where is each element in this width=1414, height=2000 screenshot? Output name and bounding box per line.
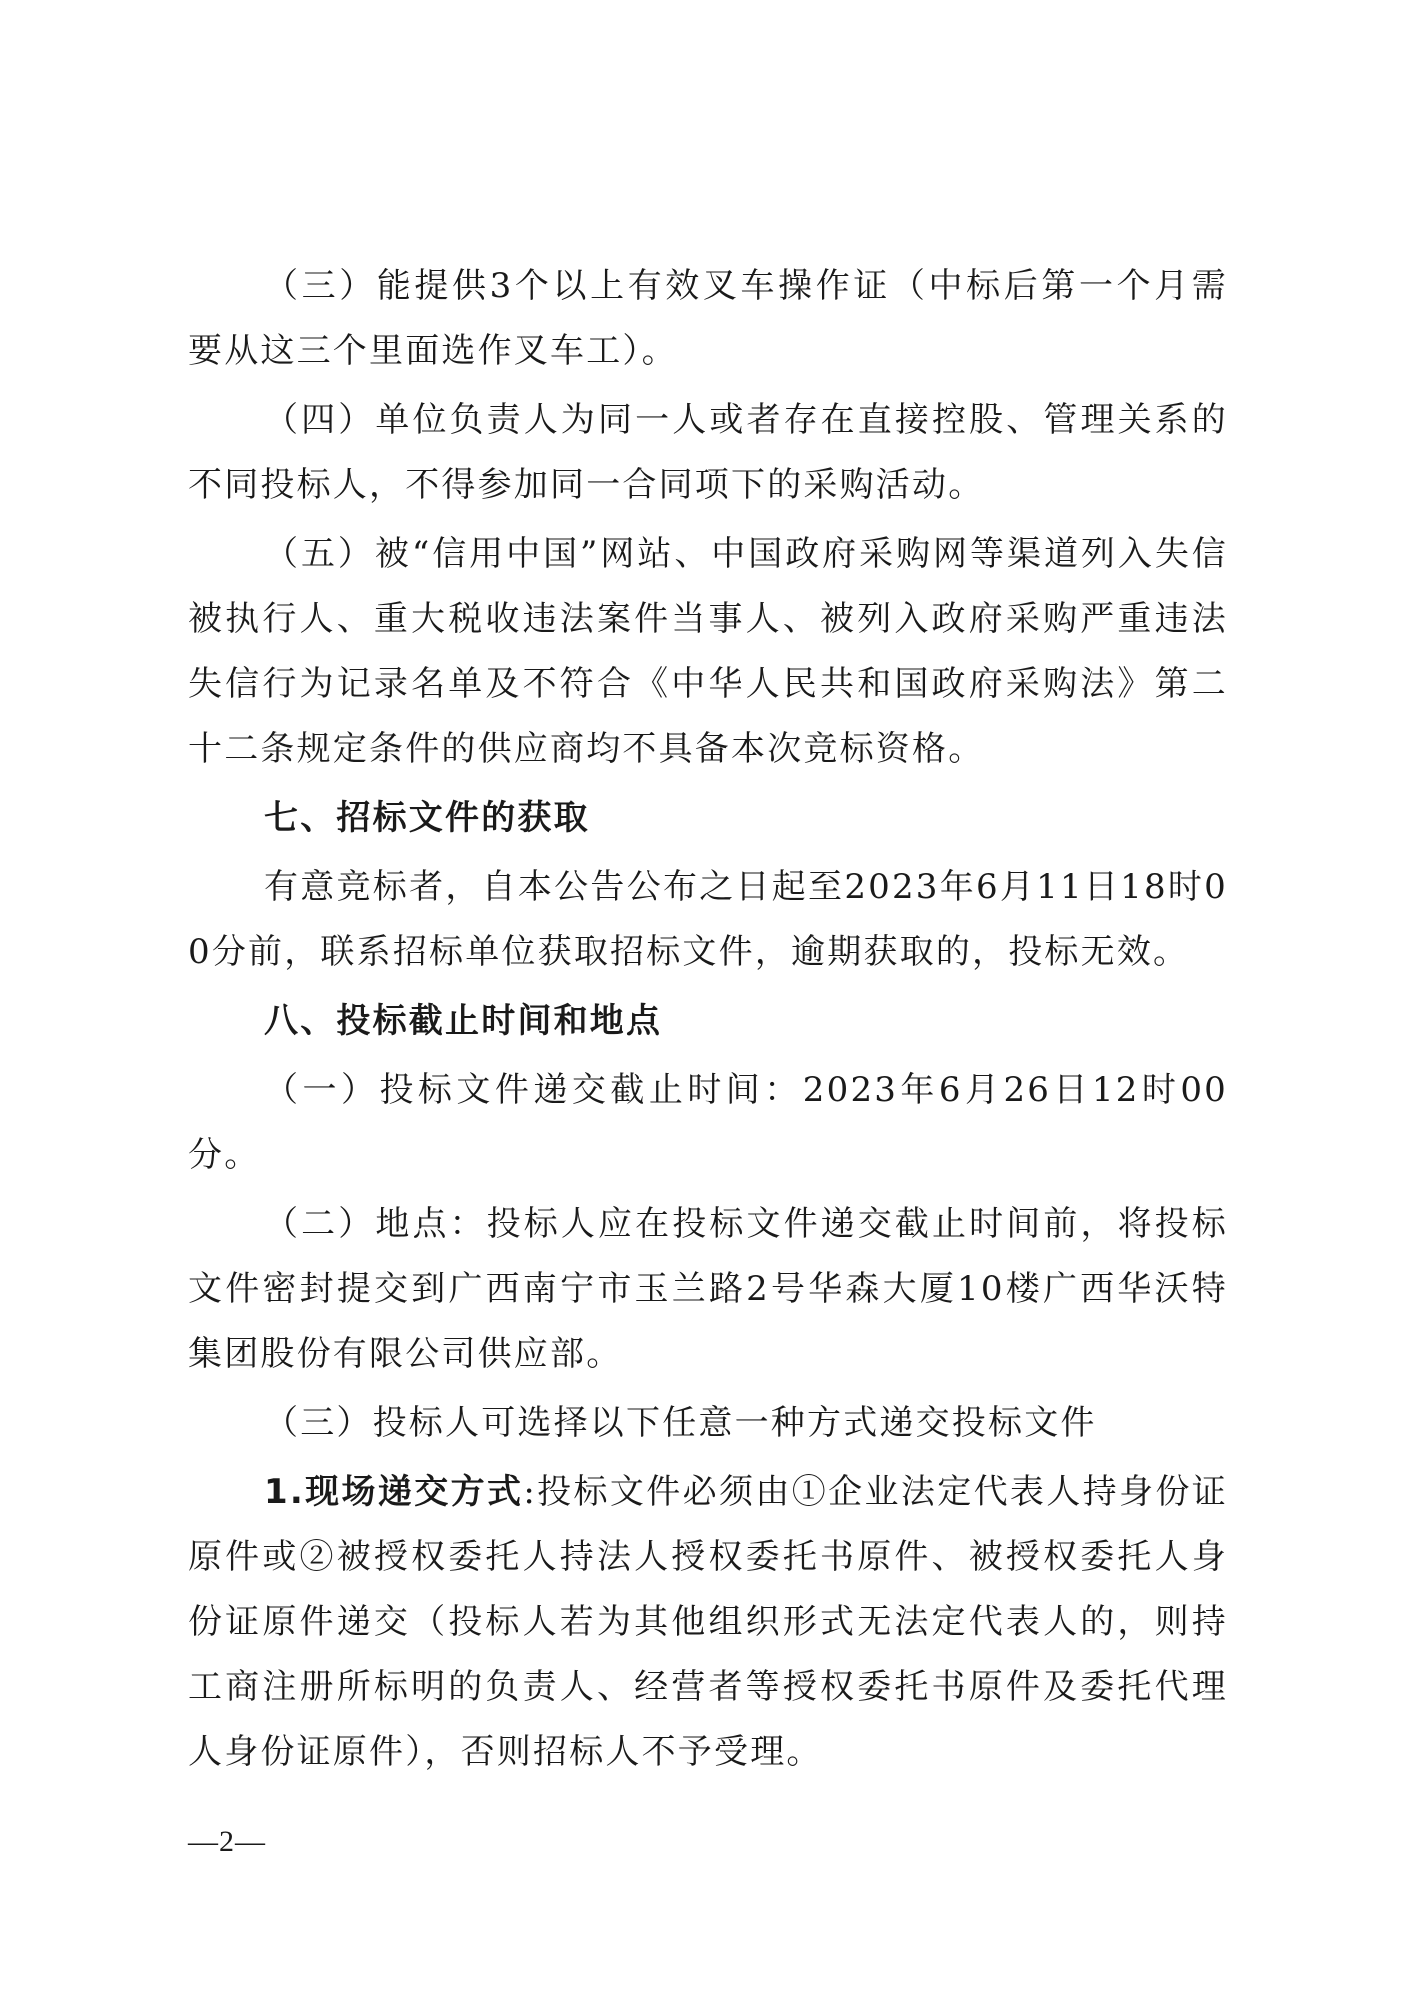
page-number: —2— (188, 1825, 266, 1858)
paragraph-submission-methods: （三）投标人可选择以下任意一种方式递交投标文件 (264, 1403, 1097, 1443)
paragraph-obtain-documents: 有意竞标者，自本公告公布之日起至2023年6月11日18时00分前，联系招标单位获取招标文件，逾期获取的，投标无效。 (188, 867, 1228, 972)
onsite-submission-text: :投标文件必须由①企业法定代表人持身份证原件或②被授权委托人持法人授权委托书原件、被授权委托人身份证原件递交（投标人若为其他组织形式无法定代表人的，则持工商注册所标明的负责人、经营者等授权委托书原件及委托代理人身份证原件），否则招标人不予受理。 (188, 1472, 1228, 1772)
onsite-submission-lead: 1.现场递交方式 (264, 1472, 524, 1512)
paragraph-onsite-submission (188, 1460, 1228, 1785)
paragraph-deadline: （一）投标文件递交截止时间：2023年6月26日12时00分。 (188, 1070, 1228, 1175)
paragraph-item-3: （三）能提供3个以上有效叉车操作证（中标后第一个月需要从这三个里面选作叉车工）。 (188, 266, 1228, 371)
paragraph-location: （二）地点：投标人应在投标文件递交截止时间前，将投标文件密封提交到广西南宁市玉兰路2号华森大厦10楼广西华沃特集团股份有限公司供应部。 (188, 1204, 1228, 1374)
section-heading-7: 七、招标文件的获取 (264, 798, 590, 838)
paragraph-item-5: （五）被“信用中国”网站、中国政府采购网等渠道列入失信被执行人、重大税收违法案件当事人、被列入政府采购严重违法失信行为记录名单及不符合《中华人民共和国政府采购法》第二十二条规定条件的供应商均不具备本次竞标资格。 (188, 534, 1228, 769)
document-body (188, 254, 1228, 1789)
section-heading-8: 八、投标截止时间和地点 (264, 1001, 663, 1041)
paragraph-item-4: （四）单位负责人为同一人或者存在直接控股、管理关系的不同投标人，不得参加同一合同项下的采购活动。 (188, 400, 1228, 505)
